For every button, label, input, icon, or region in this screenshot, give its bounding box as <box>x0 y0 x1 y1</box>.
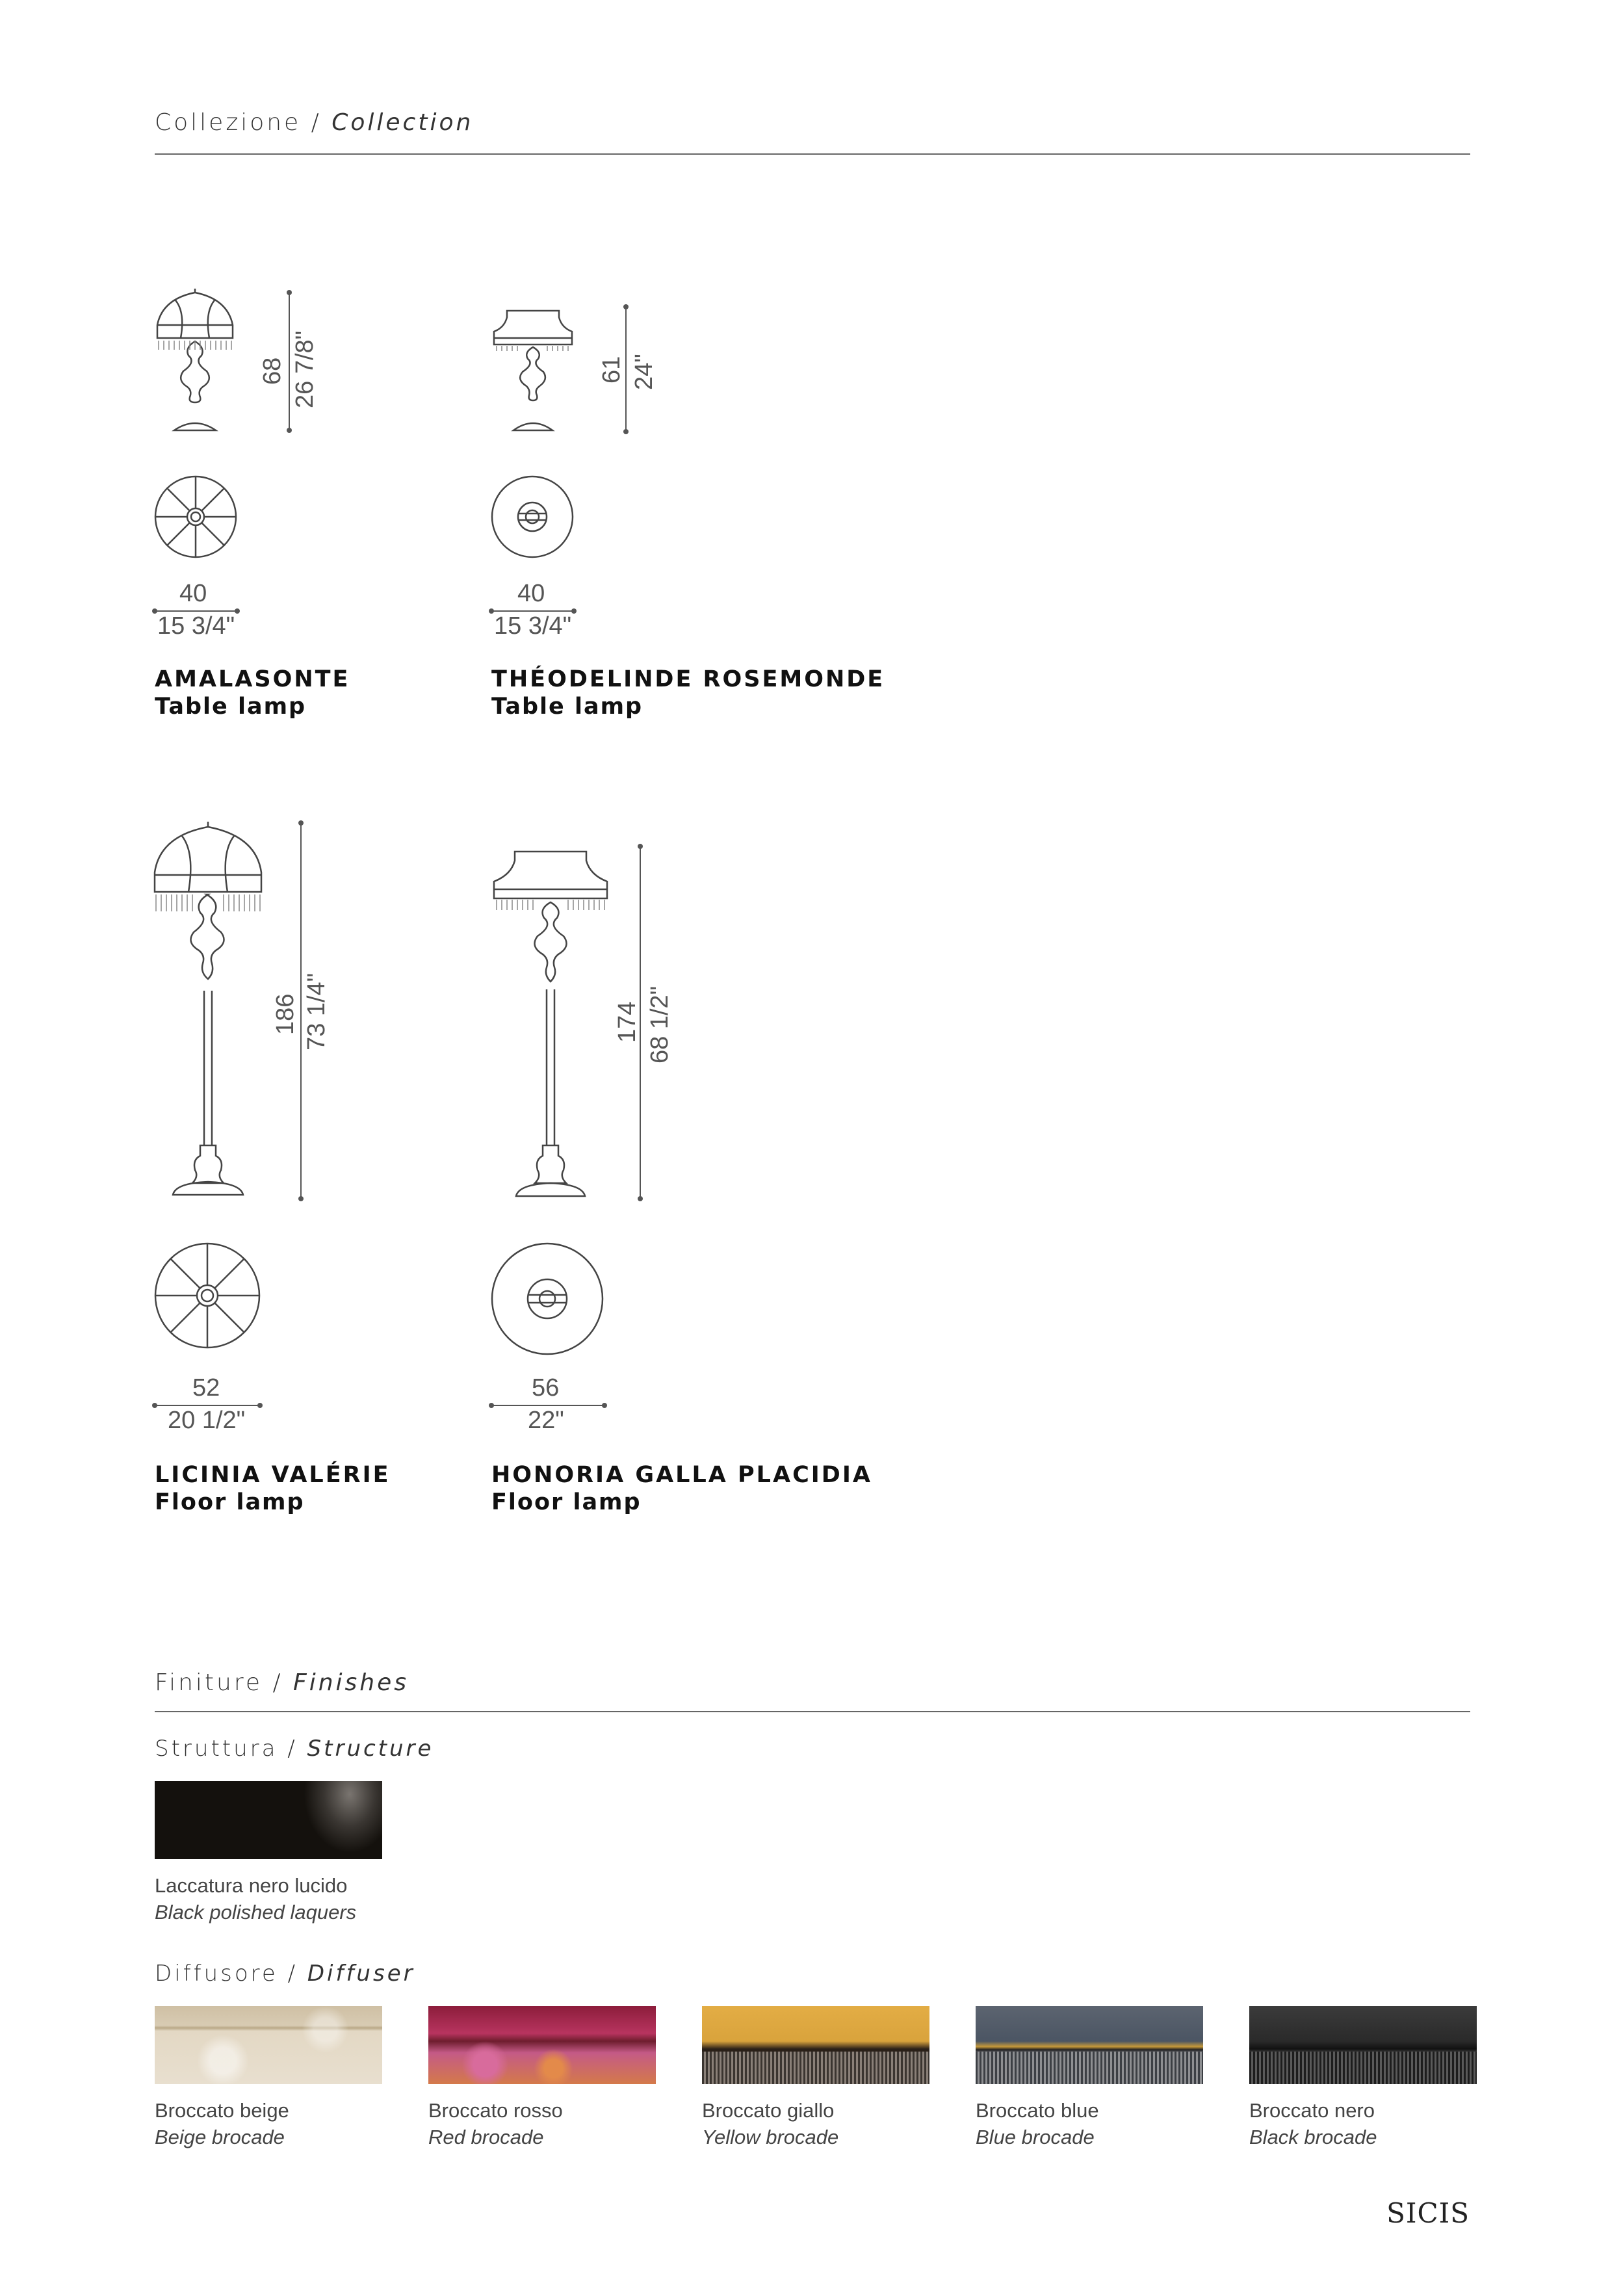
honoria-diameter-in: 22" <box>528 1407 564 1434</box>
licinia-height-in: 73 1/4" <box>303 972 330 1050</box>
theodelinde-elevation-drawing <box>489 304 580 434</box>
product-name: AMALASONTE <box>155 666 350 692</box>
diffuser-swatch-red-brocade <box>428 2006 656 2084</box>
structure-swatch-label: Laccatura nero lucido Black polished laquers <box>155 1874 357 1924</box>
product-name: LICINIA VALÉRIE <box>155 1462 391 1488</box>
structure-heading: Struttura / Structure <box>155 1736 434 1762</box>
product-name: HONORIA GALLA PLACIDIA <box>491 1462 872 1488</box>
amalasonte-diameter-cm: 40 <box>179 580 207 607</box>
honoria-plan-drawing <box>490 1242 604 1356</box>
theodelinde-caption <box>491 666 885 720</box>
honoria-height-cm: 174 <box>614 1001 641 1043</box>
diffuser-swatch-blue-brocade <box>976 2006 1203 2084</box>
product-type: Table lamp <box>491 694 643 720</box>
diffuser-swatch-label-red: Broccato rosso Red brocade <box>428 2099 563 2148</box>
licinia-elevation-drawing <box>149 820 266 1201</box>
diffuser-swatch-beige-brocade <box>155 2006 382 2084</box>
amalasonte-height-cm: 68 <box>259 357 286 385</box>
amalasonte-diameter-in: 15 3/4" <box>157 612 235 640</box>
finishes-divider <box>155 1711 1470 1712</box>
collection-heading: Collezione / Collection <box>155 109 474 136</box>
amalasonte-caption <box>155 666 350 720</box>
header-divider <box>155 153 1470 155</box>
theodelinde-height-in: 24" <box>630 354 658 390</box>
product-type: Table lamp <box>155 694 307 720</box>
licinia-caption <box>155 1461 391 1516</box>
diffuser-swatch-label-black: Broccato nero Black brocade <box>1249 2099 1377 2148</box>
diffuser-swatch-yellow-brocade <box>702 2006 929 2084</box>
licinia-plan-drawing <box>153 1242 261 1350</box>
diffuser-heading: Diffusore / Diffuser <box>155 1961 415 1987</box>
theodelinde-plan-drawing <box>490 475 575 559</box>
diffuser-swatch-label-yellow: Broccato giallo Yellow brocade <box>702 2099 839 2148</box>
structure-swatch-black-lacquer <box>155 1781 382 1859</box>
product-name: THÉODELINDE ROSEMONDE <box>491 666 885 692</box>
theodelinde-diameter-in: 15 3/4" <box>494 612 572 640</box>
amalasonte-height-in: 26 7/8" <box>291 330 318 408</box>
amalasonte-plan-drawing <box>153 475 238 559</box>
honoria-diameter-cm: 56 <box>532 1374 560 1402</box>
honoria-caption <box>491 1461 872 1516</box>
honoria-height-in: 68 1/2" <box>646 985 673 1063</box>
product-type: Floor lamp <box>155 1489 305 1515</box>
honoria-elevation-drawing <box>489 844 612 1201</box>
finishes-heading: Finiture / Finishes <box>155 1669 409 1696</box>
amalasonte-elevation-drawing <box>149 286 253 436</box>
theodelinde-diameter-cm: 40 <box>517 580 545 607</box>
product-type: Floor lamp <box>491 1489 642 1515</box>
diffuser-swatch-label-beige: Broccato beige Beige brocade <box>155 2099 289 2148</box>
diffuser-swatch-label-blue: Broccato blue Blue brocade <box>976 2099 1099 2148</box>
licinia-diameter-in: 20 1/2" <box>168 1407 246 1434</box>
theodelinde-height-cm: 61 <box>598 356 625 384</box>
licinia-height-cm: 186 <box>272 993 299 1035</box>
sicis-logo: SICIS <box>1386 2197 1470 2229</box>
licinia-diameter-cm: 52 <box>192 1374 220 1402</box>
diffuser-swatch-black-brocade <box>1249 2006 1477 2084</box>
